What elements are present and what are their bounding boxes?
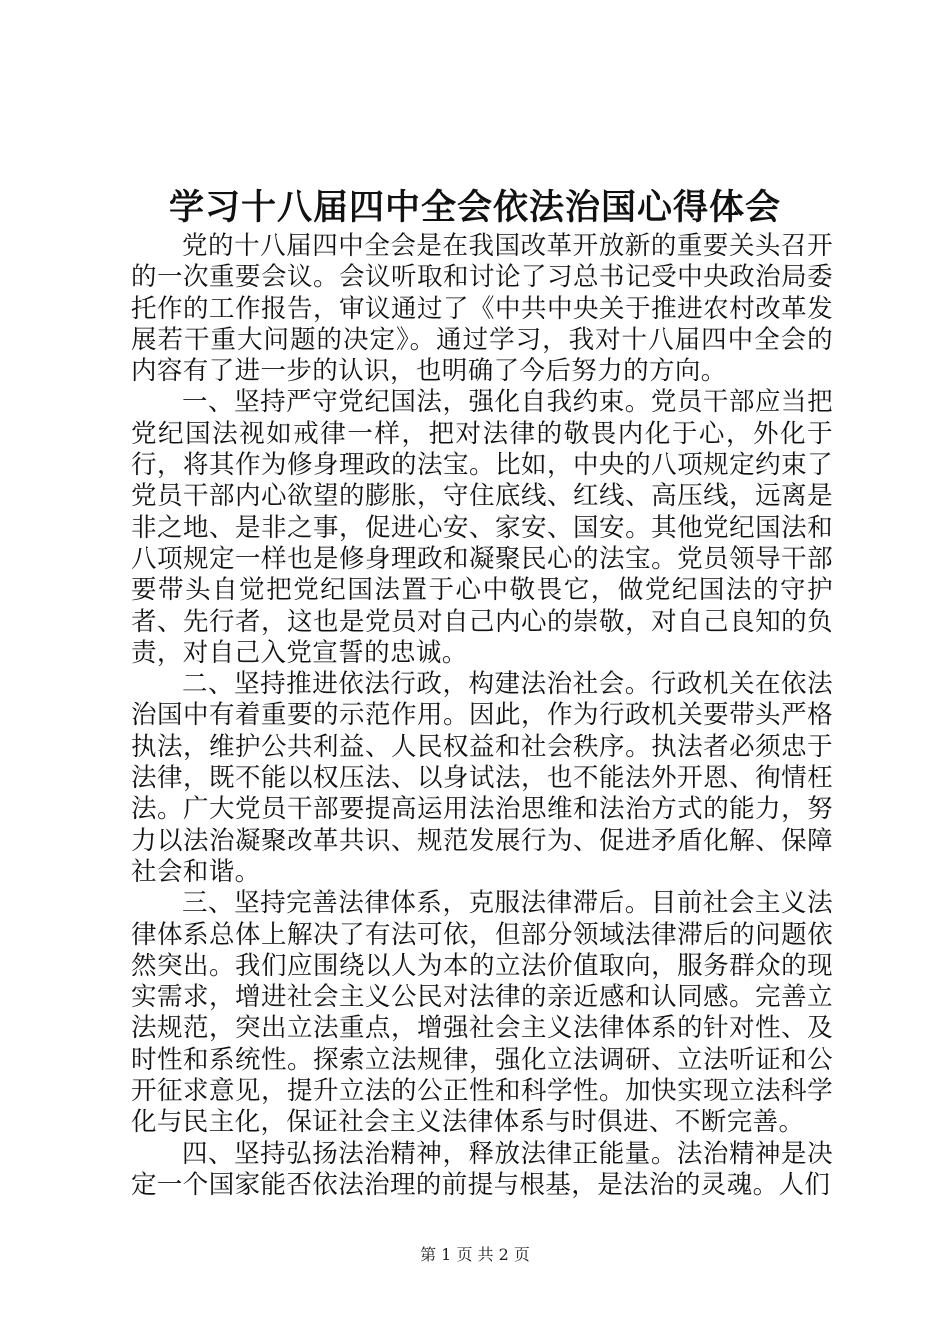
- page-number-footer: 第 1 页 共 2 页: [420, 1245, 530, 1264]
- paragraph-point-2: 二、坚持推进依法行政，构建法治社会。行政机关在依法治国中有着重要的示范作用。因此，作为行政机关要带头严格执法，维护公共利益、人民权益和社会秩序。执法者必须忠于法律，既不能以权压法、以身试法，也不能法外开恩、徇情枉法。广大党员干部要提高运用法治思维和法治方式的能力，努力以法治凝聚改革共识、规范发展行为、促进矛盾化解、保障社会和谐。: [131, 669, 833, 887]
- paragraph-point-3: 三、坚持完善法律体系，克服法律滞后。目前社会主义法律体系总体上解决了有法可依，但部分领域法律滞后的问题依然突出。我们应围绕以人为本的立法价值取向，服务群众的现实需求，增进社会主义公民对法律的亲近感和认同感。完善立法规范，突出立法重点，增强社会主义法律体系的针对性、及时性和系统性。探索立法规律，强化立法调研、立法听证和公开征求意见，提升立法的公正性和科学性。加快实现立法科学化与民主化，保证社会主义法律体系与时俱进、不断完善。: [131, 888, 833, 1138]
- paragraph-intro: 党的十八届四中全会是在我国改革开放新的重要关头召开的一次重要会议。会议听取和讨论了习总书记受中央政治局委托作的工作报告，审议通过了《中共中央关于推进农村改革发展若干重大问题的决定》。通过学习，我对十八届四中全会的内容有了进一步的认识，也明确了今后努力的方向。: [131, 231, 833, 387]
- document-title: 学习十八届四中全会依法治国心得体会: [168, 187, 781, 228]
- paragraph-point-4: 四、坚持弘扬法治精神，释放法律正能量。法治精神是决定一个国家能否依法治理的前提与根基，是法治的灵魂。人们: [131, 1138, 833, 1200]
- document-body: [131, 231, 833, 1201]
- paragraph-point-1: 一、坚持严守党纪国法，强化自我约束。党员干部应当把党纪国法视如戒律一样，把对法律的敬畏内化于心，外化于行，将其作为修身理政的法宝。比如，中央的八项规定约束了党员干部内心欲望的膨胀，守住底线、红线、高压线，远离是非之地、是非之事，促进心安、家安、国安。其他党纪国法和八项规定一样也是修身理政和凝聚民心的法宝。党员领导干部要带头自觉把党纪国法置于心中敬畏它，做党纪国法的守护者、先行者，这也是党员对自己内心的崇敬，对自己良知的负责，对自己入党宣誓的忠诚。: [131, 387, 833, 668]
